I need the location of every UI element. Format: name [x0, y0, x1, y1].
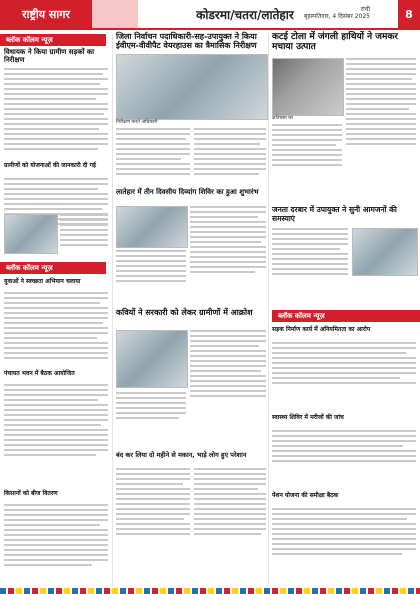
column-divider-1: [112, 34, 113, 586]
left-headline-4: युवाओं ने स्वच्छता अभियान चलाया: [4, 278, 81, 285]
mid-headline-2: लातेहार में तीन दिवसीय दिव्यांग शिविर का हुआ शुभारंभ: [116, 188, 259, 196]
page-number: 8: [398, 0, 420, 28]
mid-text-block-6: [116, 392, 186, 448]
right-text-block-5: [272, 430, 416, 490]
left-headline-5: पंचायत भवन में बैठक आयोजित: [4, 370, 75, 377]
mid-text-block-7: [116, 468, 190, 578]
right-photo-2: [352, 228, 418, 276]
right-text-block-6: [272, 508, 416, 582]
mid-text-block-1: [116, 128, 190, 218]
mid-headline-3: कवियों ने सरकारी को लेकर ग्रामीणों में आक्रोश: [116, 308, 253, 317]
right-text-block-3: [272, 228, 348, 308]
mid-photo-2: [116, 206, 188, 248]
masthead: [0, 0, 420, 28]
mid-text-block-4: [116, 250, 186, 310]
left-text-block-5: [4, 384, 108, 484]
right-text-block-1: [346, 58, 416, 198]
section-name: राष्ट्रीय सागर: [0, 0, 92, 28]
left-headline-1: विधायक ने किया ग्रामीण सड़कों का निरीक्षण: [4, 48, 95, 64]
mid-text-block-2: [194, 128, 266, 218]
mid-headline-1: जिला निर्वाचन पदाधिकारी-सह-उपायुक्त ने किया ईवीएम-वीवीपैट वेयरहाउस का त्रैमासिक निरीक्षण: [116, 32, 257, 50]
left-text-block-4: [4, 292, 108, 382]
masthead-date: बृहस्पतिवार, 4 दिसंबर 2025: [303, 13, 370, 20]
footer-strip: [0, 588, 420, 594]
mid-photo-1: [116, 54, 268, 120]
left-photo: [4, 214, 58, 254]
right-caption-1: क्षतिग्रस्त घर: [272, 116, 294, 121]
masthead-banner: [92, 0, 398, 28]
left-headline-6: किसानों को बीज वितरण: [4, 490, 58, 497]
right-text-block-2: [272, 124, 342, 198]
right-headline-3: सड़क निर्माण कार्य में अनियमितता का आरोप: [272, 326, 371, 333]
mid-text-block-3: [190, 206, 266, 316]
masthead-city: रांची: [360, 6, 370, 13]
left-text-block-1: [4, 68, 108, 158]
right-headline-5: पेंशन योजना की समीक्षा बैठक: [272, 492, 339, 499]
left-band: ब्लॉक कॉलम न्यूज़: [0, 34, 106, 46]
left-headline-3: ग्रामीणों को योजनाओं की जानकारी दी गई: [4, 162, 96, 169]
masthead-rule: [0, 28, 420, 30]
mid-text-block-8: [194, 468, 266, 578]
mid-photo-3: [116, 330, 188, 388]
mid-caption-1: निरीक्षण करते अधिकारी: [116, 120, 158, 125]
left-text-block-3: [60, 214, 108, 254]
right-headline-4: स्वास्थ्य शिविर में मरीजों की जांच: [272, 414, 344, 421]
right-headline-1: कटई टोला में जंगली हाथियों ने जमकर मचाया उत्पात: [272, 32, 398, 52]
page-title: कोडरमा/चतरा/लातेहार: [196, 7, 294, 22]
mid-text-block-5: [190, 330, 266, 440]
left-band-2: ब्लॉक कॉलम न्यूज़: [0, 262, 106, 274]
right-photo-1: [272, 58, 344, 116]
column-divider-2: [268, 34, 269, 586]
left-text-block-6: [4, 504, 108, 584]
right-headline-2: जनता दरबार में उपायुक्त ने सुनी आमजनों की समस्याएं: [272, 205, 397, 223]
mid-headline-4: बंद कर लिया दो महीने से मकान, भाड़े लोग हुए परेशान: [116, 451, 247, 459]
right-text-block-4: [272, 342, 416, 412]
masthead-meta: [304, 6, 370, 20]
right-band: ब्लॉक कॉलम न्यूज़: [272, 310, 420, 322]
